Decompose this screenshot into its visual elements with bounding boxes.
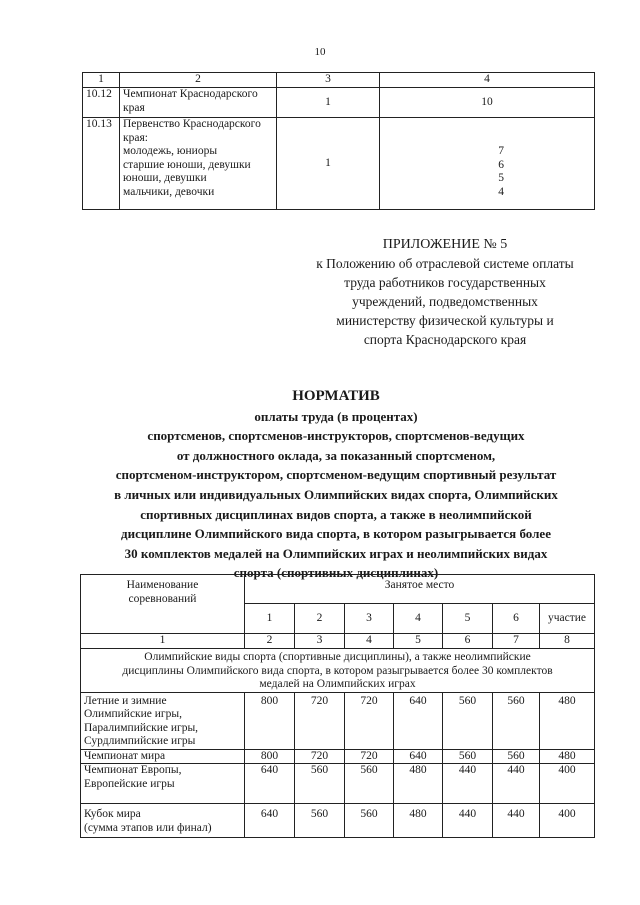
competition-name: [81, 804, 245, 838]
row-value-line: 6: [498, 158, 504, 171]
value-cell: 720: [345, 692, 394, 749]
value-cell: 720: [295, 692, 345, 749]
table-row: [81, 692, 595, 749]
normative-line: от должностного оклада, за показанный спортсменом,: [176, 447, 496, 463]
competition-name: [81, 692, 245, 749]
column-number: 5: [394, 634, 443, 649]
column-number: 7: [493, 634, 540, 649]
row-name-line: края:: [123, 131, 148, 144]
row-name-line: старшие юноши, девушки: [123, 158, 251, 171]
main-table: [80, 574, 595, 838]
column-number: 4: [345, 634, 394, 649]
row-col3: 1: [277, 118, 380, 210]
competition-name-line: Кубок мира: [84, 808, 141, 820]
normative-line: 30 комплектов медалей на Олимпийских играх и неолимпийских видах: [124, 545, 548, 561]
value-cell: 640: [394, 692, 443, 749]
top-col-number: 4: [380, 73, 595, 88]
top-table: [82, 72, 595, 210]
table-row: [83, 88, 595, 118]
column-number: 8: [540, 634, 595, 649]
competition-name-line: Чемпионат Европы,: [84, 764, 182, 776]
row-value-line: 7: [498, 145, 504, 157]
value-cell: 800: [245, 749, 295, 764]
value-cell: 640: [245, 804, 295, 838]
appendix-line: министерству физической культуры и: [336, 313, 554, 328]
value-cell: 400: [540, 804, 595, 838]
row-name: [120, 88, 277, 118]
value-cell: 560: [493, 692, 540, 749]
competition-name-line: Паралимпийские игры,: [84, 721, 199, 734]
header-place: 6: [493, 604, 540, 634]
column-number: 1: [81, 634, 245, 649]
row-col3: 1: [277, 88, 380, 118]
competition-name-line: Европейские игры: [84, 777, 175, 790]
header-name-cell: [81, 575, 245, 634]
normative-line: спортсменов, спортсменов-инструкторов, спортсменов-ведущих: [147, 428, 525, 444]
value-cell: 560: [345, 764, 394, 804]
row-col4: [380, 118, 595, 210]
value-cell: 560: [345, 804, 394, 838]
row-number: 10.12: [83, 88, 120, 118]
value-cell: 440: [493, 804, 540, 838]
row-value-line: 5: [498, 172, 504, 184]
header-place: 4: [394, 604, 443, 634]
value-cell: 560: [295, 804, 345, 838]
normative-heading: [60, 387, 612, 583]
table-row: [81, 764, 595, 804]
section-row: [81, 649, 595, 693]
value-cell: 480: [540, 749, 595, 764]
value-cell: 480: [540, 692, 595, 749]
row-name-line: Первенство Краснодарского: [123, 118, 261, 130]
table-row: [81, 749, 595, 764]
header-place: 2: [295, 604, 345, 634]
row-name: [120, 118, 277, 210]
row-name-line: молодежь, юниоры: [123, 145, 218, 157]
value-cell: 800: [245, 692, 295, 749]
header-place: 3: [345, 604, 394, 634]
row-name-line: мальчики, девочки: [123, 185, 215, 198]
header-name-line: Наименование: [126, 579, 199, 591]
normative-line: в личных или индивидуальных Олимпийских видах спорта, Олимпийских: [114, 486, 558, 502]
section-line: дисциплины Олимпийского вида спорта, в котором разыгрывается более 30 комплектов: [122, 664, 553, 677]
header-place-label: Занятое место: [245, 575, 595, 604]
value-cell: 480: [394, 804, 443, 838]
appendix-title: ПРИЛОЖЕНИЕ № 5: [382, 237, 508, 252]
top-table-header-row: [83, 73, 595, 88]
value-cell: 480: [394, 764, 443, 804]
competition-name-line: Сурдлимпийские игры: [84, 735, 196, 747]
appendix-line: учреждений, подведомственных: [352, 294, 538, 309]
column-number: 2: [245, 634, 295, 649]
top-col-number: 2: [120, 73, 277, 88]
column-number: 6: [443, 634, 493, 649]
competition-name-line: Летние и зимние: [84, 694, 167, 707]
row-name-line: юноши, девушки: [123, 172, 207, 184]
row-name-line: Чемпионат Краснодарского: [123, 88, 258, 100]
appendix-line: спорта Краснодарского края: [363, 332, 527, 347]
normative-line: спорта (спортивных дисциплинах): [233, 565, 439, 581]
section-line: медалей на Олимпийских играх: [259, 678, 416, 690]
value-cell: 720: [295, 749, 345, 764]
row-number: 10.13: [83, 118, 120, 210]
appendix-block: [290, 235, 600, 349]
top-col-number: 1: [83, 73, 120, 88]
column-number: 3: [295, 634, 345, 649]
competition-name-line: Олимпийские игры,: [84, 708, 182, 720]
header-row-top: [81, 575, 595, 604]
value-cell: 440: [493, 764, 540, 804]
top-col-number: 3: [277, 73, 380, 88]
normative-line: спортивных дисциплинах видов спорта, а также в неолимпийской: [140, 506, 532, 522]
competition-name: [81, 764, 245, 804]
row-name-line: края: [123, 101, 145, 114]
value-cell: 640: [394, 749, 443, 764]
row-col4: 10: [380, 88, 595, 118]
value-cell: 560: [443, 749, 493, 764]
section-line: Олимпийские виды спорта (спортивные дисциплины), а также неолимпийские: [144, 651, 531, 663]
header-name-line: соревнований: [128, 592, 197, 605]
value-cell: 640: [245, 764, 295, 804]
value-cell: 560: [295, 764, 345, 804]
row-value-line: 4: [498, 185, 504, 198]
normative-line: оплаты труда (в процентах): [254, 408, 418, 424]
normative-title: НОРМАТИВ: [292, 388, 380, 404]
header-place: 5: [443, 604, 493, 634]
header-place: участие: [540, 604, 595, 634]
normative-line: спортсменом-инструктором, спортсменом-ведущим спортивный результат: [115, 467, 557, 483]
appendix-line: труда работников государственных: [344, 275, 546, 290]
column-numbers-row: [81, 634, 595, 649]
value-cell: 400: [540, 764, 595, 804]
table-row: [83, 118, 595, 210]
page-number: 10: [314, 46, 326, 58]
value-cell: 440: [443, 764, 493, 804]
value-cell: 440: [443, 804, 493, 838]
value-cell: 560: [443, 692, 493, 749]
header-place: 1: [245, 604, 295, 634]
normative-line: дисциплине Олимпийского вида спорта, в котором разыгрывается более: [121, 526, 551, 542]
appendix-line: к Положению об отраслевой системе оплаты: [316, 256, 574, 271]
value-cell: 720: [345, 749, 394, 764]
section-heading: [81, 649, 595, 693]
competition-name: Чемпионат мира: [81, 749, 245, 764]
competition-name-line: (сумма этапов или финал): [84, 821, 212, 834]
table-row: [81, 804, 595, 838]
value-cell: 560: [493, 749, 540, 764]
